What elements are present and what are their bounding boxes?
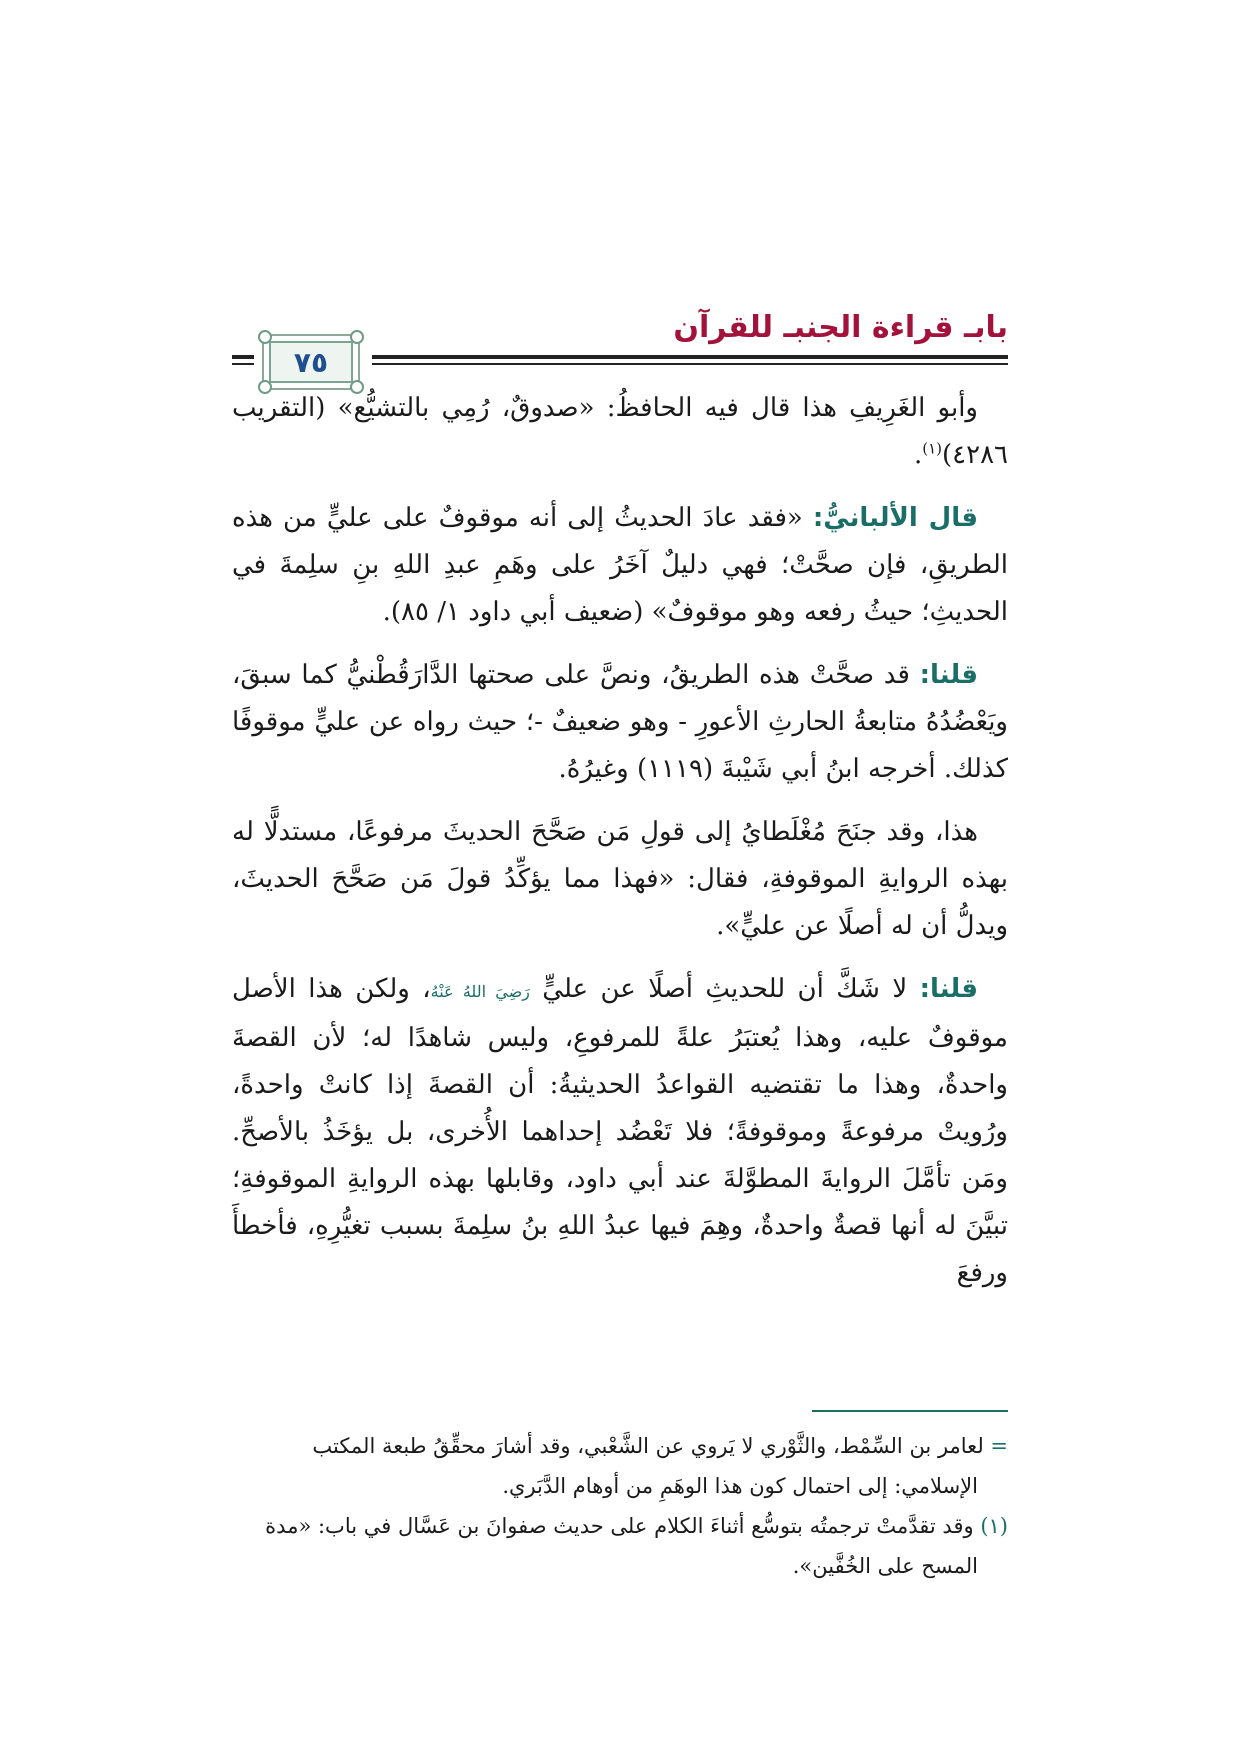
header-rule xyxy=(372,355,1008,359)
main-text xyxy=(232,385,1008,1313)
paragraph xyxy=(232,495,1008,636)
header-rule-left-thin xyxy=(232,363,254,365)
paragraph-text: وأبو الغَرِيفِ هذا قال فيه الحافظُ: «صدوقٌ، رُمِي بالتشيُّع» (التقريب ٤٢٨٦) xyxy=(232,393,1008,470)
paragraph xyxy=(232,966,1008,1297)
footnote-continuation: المسح على الخُفَّين». xyxy=(792,1554,978,1578)
footnote-text: لعامر بن السِّمْط، والثَّوْري لا يَروي عن الشَّعْبي، وقد أشارَ محقِّقُ طبعة المكتب xyxy=(312,1434,991,1458)
footnote-separator xyxy=(812,1410,1008,1412)
footnote-continuation: الإسلامي: إلى احتمال كون هذا الوهَمِ من أوهام الدَّبَري. xyxy=(502,1474,978,1498)
page-number-badge xyxy=(262,334,360,390)
header-rule-left xyxy=(232,355,254,359)
paragraph-tail: ، ولكن هذا الأصل موقوفٌ عليه، وهذا يُعتبَرُ علةً للمرفوعِ، وليس شاهدًا له؛ لأن القصةَ واحدةٌ، وهذا ما تقتضيه القواعدُ الحديثيةُ: أن القصةَ إذا كانتْ واحدةً، ورُويتْ مرفوعةً وموقوفةً؛ فلا تَعْضُد إحداهما الأُخرى، بل يؤخَذُ بالأصحِّ. ومَن تأمَّلَ الروايةَ المطوَّلةَ عند أبي داود، وقابلها بهذه الروايةِ الموقوفةِ؛ تبيَّنَ له أنها قصةٌ واحدةٌ، وهِمَ فيها عبدُ اللهِ بنُ سلِمةَ بسبب تغيُّرِهِ، فأخطأَ ورفعَ xyxy=(232,974,1008,1288)
paragraph-lead: قلنا: xyxy=(919,660,979,690)
header-rule-thin xyxy=(372,363,1008,365)
paragraph xyxy=(232,809,1008,950)
paragraph-text: «فقد عادَ الحديثُ إلى أنه موقوفٌ على عليٍّ من هذه الطريقِ، فإن صحَّتْ؛ فهي دليلٌ آخَرُ على وهَمِ عبدِ اللهِ بنِ سلِمةَ في الحديثِ؛ حيثُ رفعه وهو موقوفٌ» (ضعيف أبي داود ١/ ٨٥). xyxy=(232,503,1008,627)
paragraph-text: قد صحَّتْ هذه الطريقُ، ونصَّ على صحتها الدَّارَقُطْنيُّ كما سبقَ، ويَعْضُدُهُ متابعةُ الحارثِ الأعورِ - وهو ضعيفٌ -؛ حيث رواه عن عليٍّ موقوفًا كذلك. أخرجه ابنُ أبي شَيْبةَ (١١١٩) وغيرُهُ. xyxy=(232,660,1008,784)
paragraph-lead: قال الألبانيُّ: xyxy=(812,503,978,533)
footnote-ref: (١) xyxy=(922,439,942,458)
footnote-marker: (١) xyxy=(980,1514,1008,1538)
page-number: ٧٥ xyxy=(293,345,329,379)
chapter-title: بابـ قراءة الجنبـ للقرآن xyxy=(673,310,1008,345)
footnote xyxy=(232,1426,1008,1466)
page-header xyxy=(232,300,1008,380)
paragraph-text: لا شَكَّ أن للحديثِ أصلًا عن عليٍّ xyxy=(529,974,920,1004)
honorific-glyph: رَضِيَ اللهُ عَنْهُ xyxy=(430,982,530,1001)
paragraph-text: هذا، وقد جنَحَ مُغْلَطايُ إلى قولِ مَن صَحَّحَ الحديثَ مرفوعًا، مستدلًّا له بهذه الروايةِ الموقوفةِ، فقال: «فهذا مما يؤكِّدُ قولَ مَن صَحَّحَ الحديثَ، ويدلُّ أن له أصلًا عن عليٍّ». xyxy=(232,817,1008,941)
footnote-text: وقد تقدَّمتْ ترجمتُه بتوسُّع أثناءَ الكلام على حديث صفوانَ بن عَسَّال في باب: «مدة xyxy=(265,1514,981,1538)
paragraph-tail: . xyxy=(913,440,923,470)
footnote xyxy=(232,1506,1008,1546)
paragraph xyxy=(232,652,1008,793)
footnote-marker: = xyxy=(990,1434,1008,1458)
footnotes xyxy=(232,1426,1008,1586)
paragraph xyxy=(232,385,1008,479)
paragraph-lead: قلنا: xyxy=(919,974,979,1004)
